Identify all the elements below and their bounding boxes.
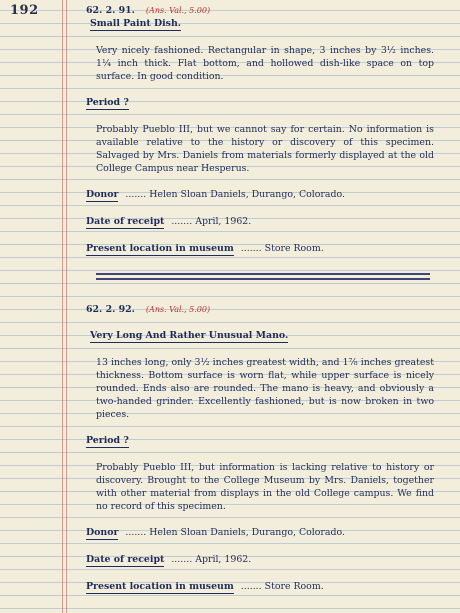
period-text: Probably Pueblo III, but information is lacking relative to history or discovery. Brought to the College Museum by Mrs. Daniels, together with other material from displays in the old College campus. We find no record of this specimen. [96, 462, 434, 512]
entry-title-row [86, 17, 438, 31]
entry-description: 13 inches long, only 3½ inches greatest width, and 1⅞ inches greatest thickness. Bottom surface is worn flat, while upper surface is nicely rounded. Ends also are rounded. The mano is heavy, and obviously a two-handed grinder. Excellently fashioned, but is now broken in two pieces. [96, 357, 434, 420]
entry-header [86, 4, 438, 17]
period-row [86, 434, 438, 448]
receipt-row: Date of receipt ....... April, 1962. [86, 554, 252, 565]
entry-title-row [86, 329, 438, 343]
receipt-row: Date of receipt ....... April, 1962. [86, 216, 252, 227]
donor-row: Donor ....... Helen Sloan Daniels, Durango, Colorado. [86, 189, 345, 200]
entry-separator [96, 273, 430, 275]
donor-label: Donor [86, 189, 119, 200]
valuation: (Ans. Val., 5.00) [145, 6, 211, 15]
entry-title: Very Long And Rather Unusual Mano. [90, 330, 289, 341]
donor-value: Helen Sloan Daniels, Durango, Colorado. [149, 527, 345, 538]
valuation: (Ans. Val., 5.00) [145, 305, 211, 314]
receipt-value: April, 1962. [195, 554, 252, 565]
donor-row: Donor ....... Helen Sloan Daniels, Durango, Colorado. [86, 527, 345, 538]
entry-header [86, 303, 438, 316]
catalog-entry [86, 303, 438, 594]
receipt-label: Date of receipt [86, 216, 165, 227]
donor-label: Donor [86, 527, 119, 538]
entry-separator [96, 278, 430, 280]
entry-title: Small Paint Dish. [90, 18, 182, 29]
period-row [86, 96, 438, 110]
location-value: Store Room. [264, 243, 324, 254]
period-label: Period ? [86, 435, 129, 446]
margin-line [62, 0, 63, 613]
receipt-label: Date of receipt [86, 554, 165, 565]
period-label: Period ? [86, 97, 129, 108]
receipt-value: April, 1962. [195, 216, 252, 227]
entry-description: Very nicely fashioned. Rectangular in shape, 3 inches by 3½ inches. 1¼ inch thick. Flat bottom, and hollowed dish-like space on top surface. In good condition. [96, 45, 434, 82]
location-label: Present location in museum [86, 581, 234, 592]
margin-line [66, 0, 67, 613]
donor-value: Helen Sloan Daniels, Durango, Colorado. [149, 189, 345, 200]
location-value: Store Room. [264, 581, 324, 592]
location-row: Present location in museum ....... Store Room. [86, 243, 324, 254]
catalog-entry [86, 4, 438, 256]
catalog-number: 62. 2. 92. [86, 304, 135, 315]
location-row: Present location in museum ....... Store Room. [86, 581, 324, 592]
location-label: Present location in museum [86, 243, 234, 254]
period-text: Probably Pueblo III, but we cannot say for certain. No information is available relative to the history or discovery of this specimen. Salvaged by Mrs. Daniels from materials formerly displayed at the old College Campus near Hesperus. [96, 124, 434, 174]
page-number: 192 [10, 3, 39, 18]
catalog-number: 62. 2. 91. [86, 5, 135, 16]
